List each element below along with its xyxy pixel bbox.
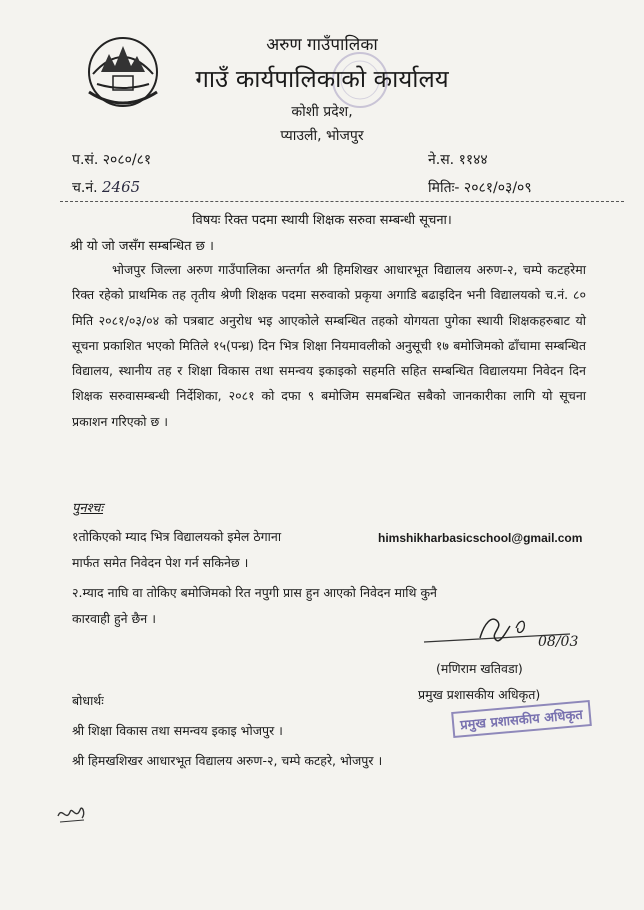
- office-address: प्याउली, भोजपुर: [280, 128, 364, 144]
- postscript-note-1-end: मार्फत समेत निवेदन पेश गर्न सकिनेछ ।: [72, 555, 249, 570]
- letter-number-label: च.नं.: [72, 180, 98, 196]
- signatory-name: (मणिराम खतिवडा): [436, 661, 523, 676]
- postscript-note-2-end: कारवाही हुने छैन ।: [72, 611, 156, 626]
- subject-line: विषयः रिक्त पदमा स्थायी शिक्षक सरुवा सम्बन्धी सूचना।: [192, 213, 452, 228]
- signatory-title: प्रमुख प्रशासकीय अधिकृत): [418, 687, 541, 702]
- designation-stamp: प्रमुख प्रशासकीय अधिकृत: [451, 700, 592, 738]
- postscript-heading: पुनश्चः: [72, 501, 104, 516]
- nepal-sambat-year: ने.स. ११४४: [428, 152, 488, 168]
- postscript-note-1: १तोकिएको म्याद भित्र विद्यालयको इमेल ठेगाना: [72, 529, 282, 544]
- cc-item: श्री शिक्षा विकास तथा समन्वय इकाइ भोजपुर ।: [72, 723, 283, 738]
- letter-number-value: 2465: [102, 178, 141, 196]
- fiscal-year: प.सं. २०८०/८१: [72, 152, 152, 168]
- header-divider: [60, 201, 624, 202]
- office-name: गाउँ कार्यपालिकाको कार्यालय: [195, 65, 449, 93]
- cc-item: श्री हिमखशिखर आधारभूत विद्यालय अरुण-२, चम्पे कटहरे, भोजपुर ।: [72, 753, 383, 768]
- signature-mark: [420, 604, 590, 660]
- letter-date: मितिः- २०८१/०३/०९: [428, 180, 532, 196]
- signature-date: 08/03: [538, 634, 579, 650]
- school-email: himshikharbasicschool@gmail.com: [378, 531, 583, 545]
- addressee: श्री यो जो जसँग सम्बन्धित छ ।: [70, 239, 214, 254]
- postscript-note-2: २.म्याद नाघि वा तोकिए बमोजिमको रित नपुगी प्रास हुन आएको निवेदन माथि कुनै: [72, 585, 437, 600]
- municipality-name: अरुण गाउँपालिका: [266, 35, 378, 55]
- province-name: कोशी प्रदेश,: [291, 104, 353, 120]
- letter-number: [72, 178, 140, 197]
- cc-heading: बोधार्थः: [72, 693, 104, 708]
- notice-body: भोजपुर जिल्ला अरुण गाउँपालिका अन्तर्गत श्री हिमशिखर आधारभूत विद्यालय अरुण-२, चम्पे कटहरेमा रिक्त रहेको प्राथमिक तह तृतीय श्रेणी शिक्षक पदमा सरुवाको प्रकृया अगाडि बढाइदिन भनी विद्यालयको च.नं. ८० मिति २०८१/०३/०४ को पत्रबाट अनुरोध भइ आएकोले सम्बन्धित तहको योगयता पुगेका स्थायी शिक्षकहरुबाट यो सूचना प्रकाशित भएको मितिले १५(पन्ध्र) दिन भित्र शिक्षा नियमावलीको अनुसूची १७ बमोजिमको ढाँचामा सम्बन्धित विद्यालय, स्थानीय तह र शिक्षा विकास तथा समन्वय इकाइको सहमति सहित सम्बन्धित विद्यालयमा निवेदन दिन शिक्षक सरुवासम्बन्धी निर्देशिका, २०८१ को दफा ९ बमोजिम समबन्धित सबैको जानकारीका लागि यो सूचना प्रकाशन गरिएको छ ।: [72, 262, 586, 429]
- initial-mark: [52, 792, 92, 830]
